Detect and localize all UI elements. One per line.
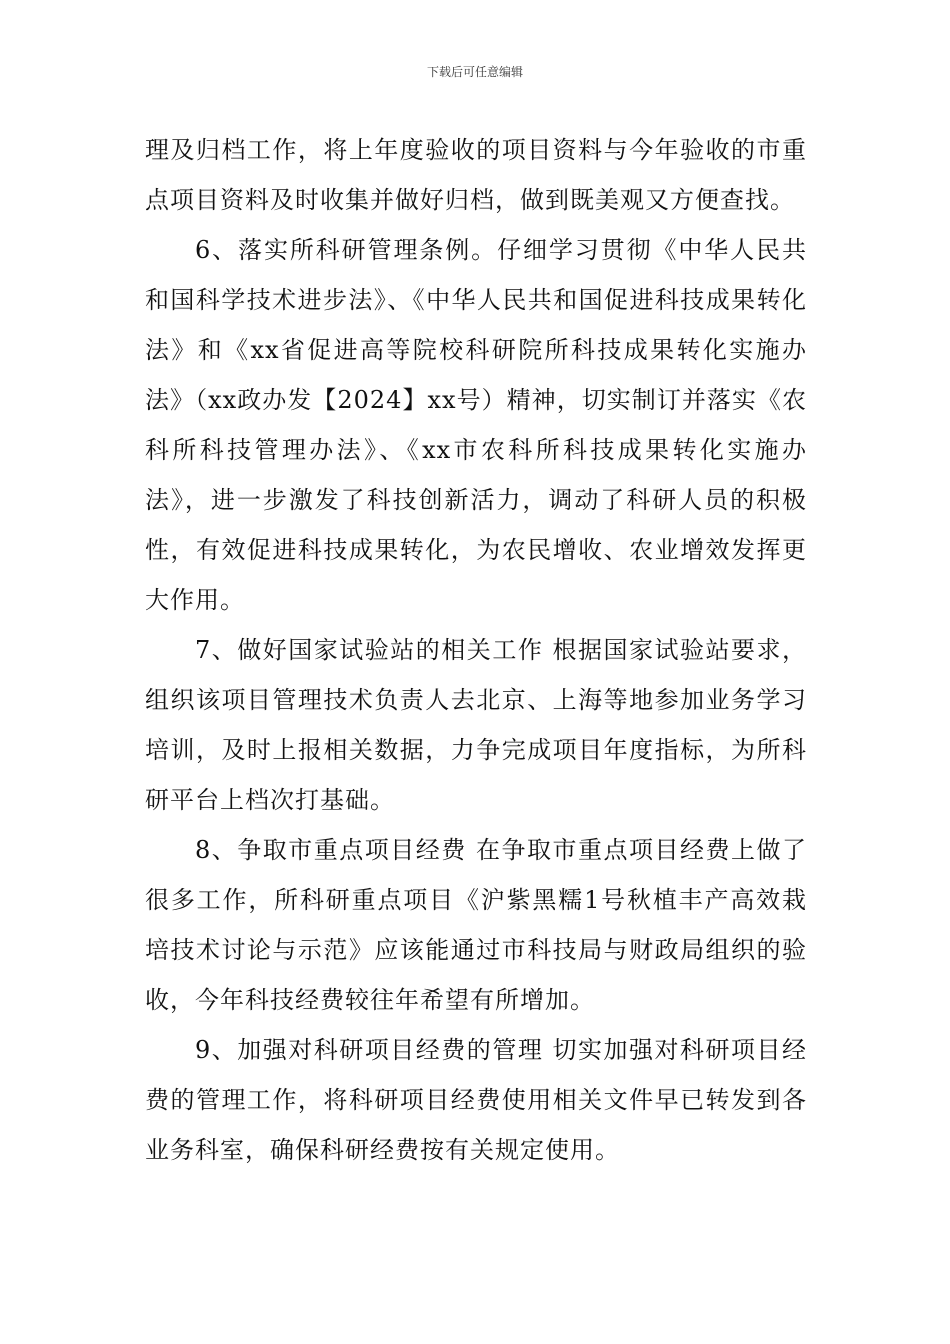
paragraph-item-7: 7、做好国家试验站的相关工作 根据国家试验站要求，组织该项目管理技术负责人去北京、上海等地参加业务学习培训，及时上报相关数据，力争完成项目年度指标，为所科研平台上档次打基础。 — [145, 636, 807, 814]
paragraph-item-8: 8、争取市重点项目经费 在争取市重点项目经费上做了很多工作，所科研重点项目《沪紫黑糯1号秋植丰产高效栽培技术讨论与示范》应该能通过市科技局与财政局组织的验收，今年科技经费较往年希望有所增加。 — [145, 836, 807, 1014]
paragraph-continuation: 理及归档工作，将上年度验收的项目资料与今年验收的市重点项目资料及时收集并做好归档，做到既美观又方便查找。 — [145, 136, 807, 214]
page-header-note: 下载后可任意编辑 — [426, 65, 523, 79]
paragraph-item-9: 9、加强对科研项目经费的管理 切实加强对科研项目经费的管理工作，将科研项目经费使用相关文件早已转发到各业务科室，确保科研经费按有关规定使用。 — [145, 1036, 807, 1164]
document-body — [145, 125, 807, 1175]
paragraph-item-6: 6、落实所科研管理条例。仔细学习贯彻《中华人民共和国科学技术进步法》、《中华人民共和国促进科技成果转化法》和《xx省促进高等院校科研院所科技成果转化实施办法》（xx政办发【2024】xx号）精神，切实制订并落实《农科所科技管理办法》、《xx市农科所科技成果转化实施办法》，进一步激发了科技创新活力，调动了科研人员的积极性，有效促进科技成果转化，为农民增收、农业增效发挥更大作用。 — [145, 236, 807, 614]
